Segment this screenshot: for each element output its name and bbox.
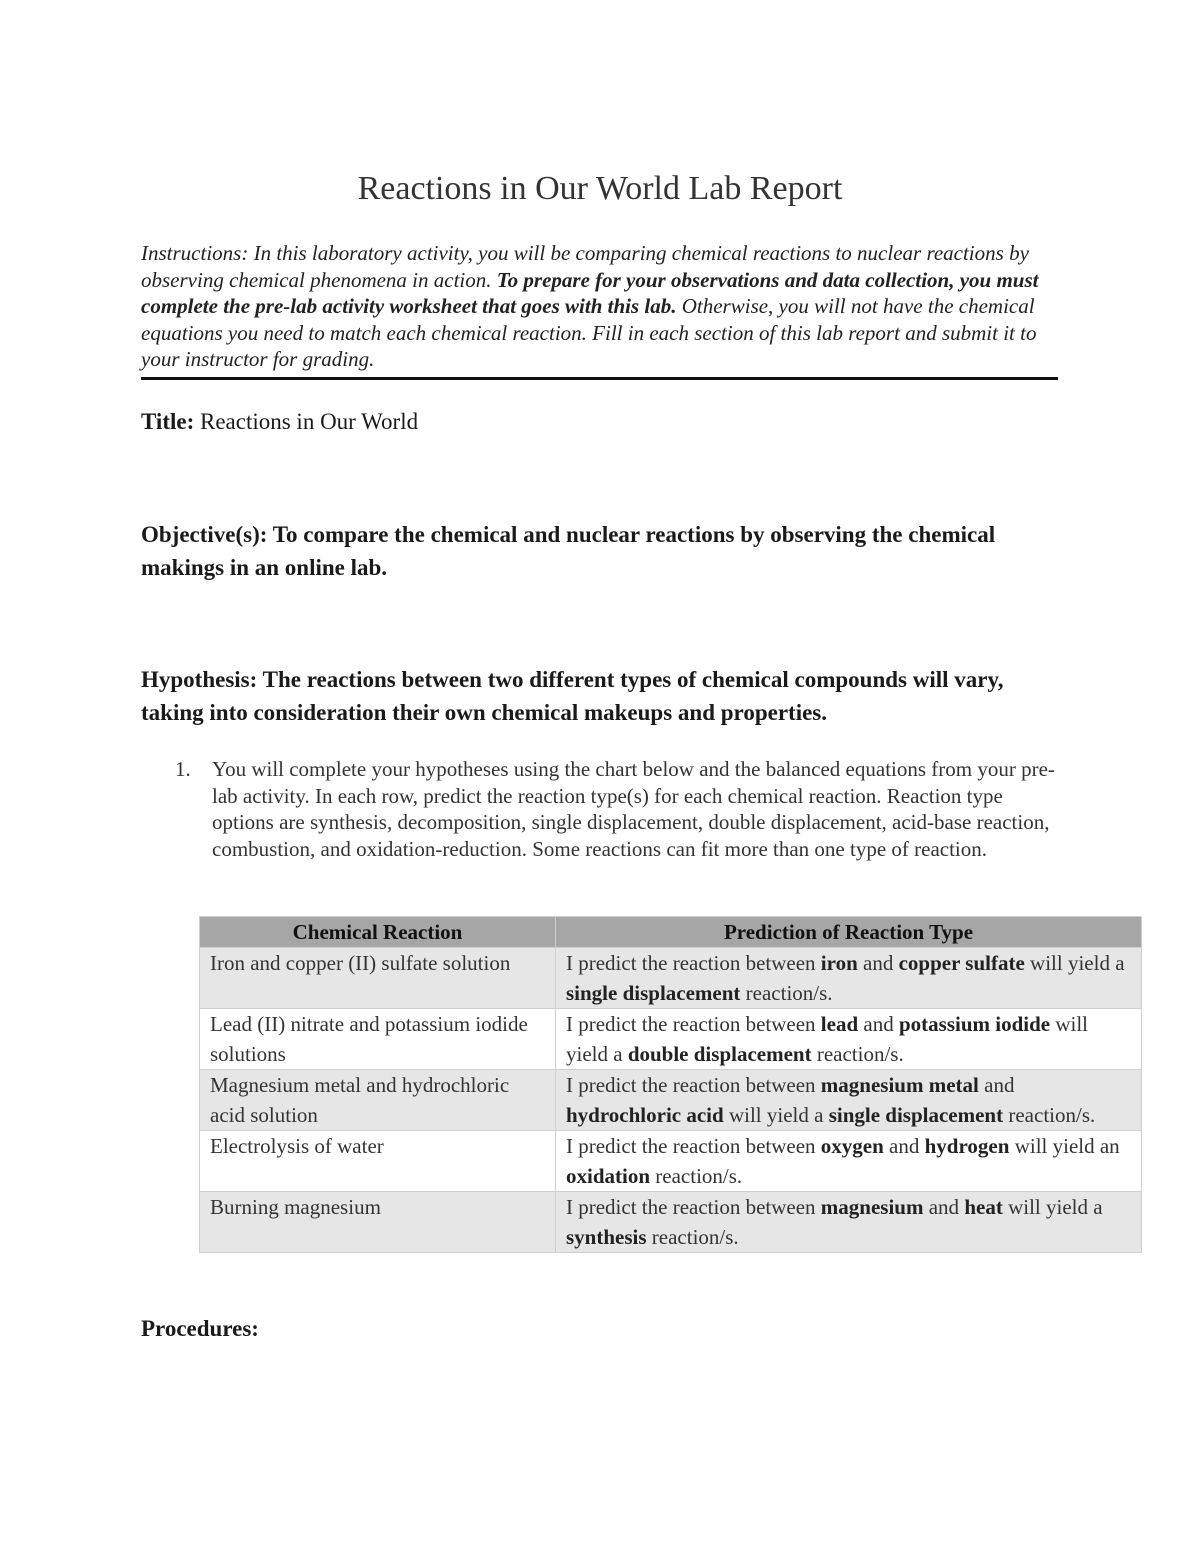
prediction-reactant-1: lead [820,1012,859,1036]
table-header-row [200,917,1142,948]
item-number: 1. [175,757,191,781]
reaction-cell: Burning magnesium [200,1192,556,1253]
title-value: Reactions in Our World [194,409,419,434]
prediction-reaction-type: single displacement [566,981,741,1005]
prediction-cell [556,1009,1142,1070]
prediction-reactant-2: potassium iodide [898,1012,1051,1036]
prediction-cell [556,948,1142,1009]
prediction-text: reaction/s. [646,1225,739,1249]
prediction-text: will yield a [1024,951,1125,975]
instructions-text-3: Otherwise, you will not have the chemical equations you need to match each chemical reaction. Fill in each section of this lab report and submit it to your instructor for grading. [141,294,1037,372]
prediction-text: and [857,951,899,975]
item-text: You will complete your hypotheses using the chart below and the balanced equations from your pre-lab activity. In each row, predict the reaction type(s) for each chemical reaction. Reaction type options are synthesis, decomposition, single displacement, double displacement, acid-base reaction, combustion, and oxidation-reduction. Some reactions can fit more than one type of reaction. [212,757,1055,861]
prediction-text: will yield a [566,1012,1089,1066]
prediction-reactant-2: heat [964,1195,1003,1219]
table-row [200,1070,1142,1131]
table-row [200,948,1142,1009]
reaction-cell: Iron and copper (II) sulfate solution [200,948,556,1009]
prediction-reactant-1: magnesium [820,1195,924,1219]
table-row [200,1009,1142,1070]
prediction-text: I predict the reaction between [566,1073,821,1097]
prediction-text: and [858,1012,899,1036]
prediction-reaction-type: double displacement [627,1042,812,1066]
prediction-text: reaction/s. [811,1042,904,1066]
reaction-cell: Lead (II) nitrate and potassium iodide solutions [200,1009,556,1070]
numbered-item [175,756,1065,862]
prediction-text: I predict the reaction between [566,1134,821,1158]
prediction-reactant-2: copper sulfate [898,951,1025,975]
header-chemical-reaction: Chemical Reaction [200,917,556,948]
instructions-paragraph [141,240,1058,380]
prediction-text: and [923,1195,965,1219]
table-row [200,1131,1142,1192]
prediction-cell [556,1192,1142,1253]
prediction-text: I predict the reaction between [566,1012,821,1036]
prediction-text: reaction/s. [1003,1103,1096,1127]
prediction-text: reaction/s. [740,981,833,1005]
prediction-text: I predict the reaction between [566,1195,821,1219]
table-row [200,1192,1142,1253]
prediction-cell [556,1131,1142,1192]
hypothesis-value: The reactions between two different types of chemical compounds will vary, taking into consideration their own chemical makeups and properties. [141,667,1004,725]
instructions-text-1: Instructions: In this laboratory activity, you will be comparing chemical reactions to nuclear reactions by observing chemical phenomena in action. [141,241,1029,292]
prediction-text: will yield a [1002,1195,1103,1219]
prediction-table [199,916,1142,1253]
prediction-reactant-2: hydrochloric acid [566,1103,724,1127]
prediction-reaction-type: single displacement [828,1103,1004,1127]
prediction-text: and [883,1134,925,1158]
prediction-text: I predict the reaction between [566,951,821,975]
prediction-text: will yield a [723,1103,829,1127]
objective-label: Objective(s): [141,522,268,547]
title-field [141,406,1041,439]
instructions-text-bold: To prepare for your observations and data collection, you must complete the pre-lab activity worksheet that goes with this lab. [141,267,1039,319]
prediction-text: reaction/s. [650,1164,743,1188]
procedures-heading: Procedures: [141,1316,259,1341]
header-prediction: Prediction of Reaction Type [556,917,1142,948]
prediction-reactant-2: hydrogen [924,1134,1010,1158]
prediction-text: will yield an [1009,1134,1120,1158]
hypothesis-field [141,664,1041,729]
reaction-cell: Electrolysis of water [200,1131,556,1192]
document-title: Reactions in Our World Lab Report [357,170,843,207]
objective-field [141,519,1041,584]
hypothesis-label: Hypothesis: [141,667,258,692]
prediction-reactant-1: oxygen [820,1134,884,1158]
prediction-text: and [978,1073,1015,1097]
prediction-reaction-type: synthesis [566,1225,647,1249]
title-label: Title: [141,409,195,434]
prediction-reactant-1: magnesium metal [820,1073,979,1097]
prediction-cell [556,1070,1142,1131]
prediction-reaction-type: oxidation [566,1164,651,1188]
reaction-cell: Magnesium metal and hydrochloric acid solution [200,1070,556,1131]
prediction-reactant-1: iron [820,951,858,975]
objective-value: To compare the chemical and nuclear reactions by observing the chemical makings in an online lab. [141,522,996,580]
